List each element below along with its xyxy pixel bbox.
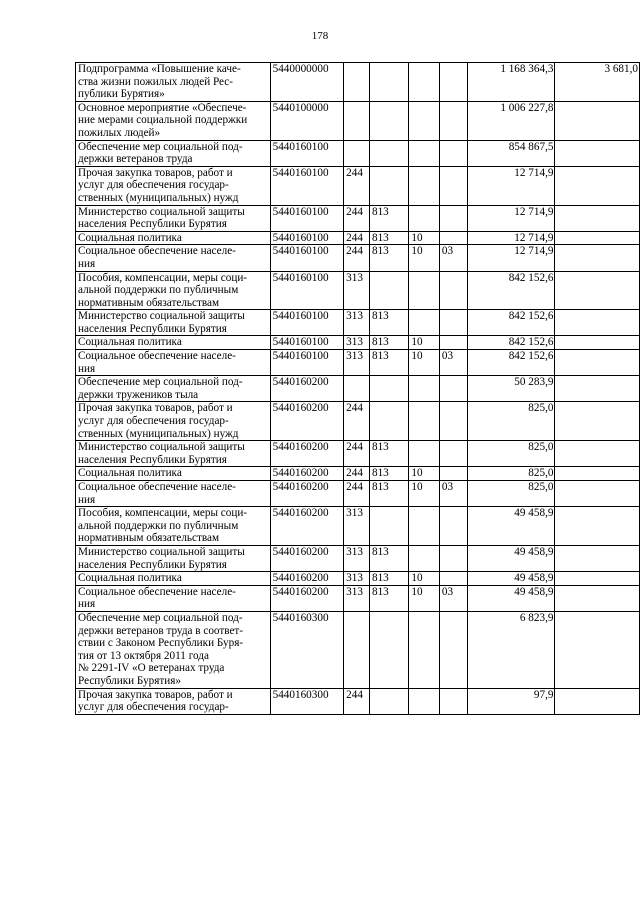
cell-expense-type: 313 [344, 545, 370, 571]
cell-subsection [439, 402, 468, 441]
cell-target-article: 5440160100 [270, 140, 344, 166]
cell-name: Социальное обеспечение населе- ния [76, 245, 271, 271]
cell-name: Основное мероприятие «Обеспече- ние мерами социальной поддержки пожилых людей» [76, 101, 271, 140]
cell-amount-2 [555, 350, 640, 376]
cell-administrator: 813 [369, 336, 408, 350]
cell-name: Социальное обеспечение населе- ния [76, 350, 271, 376]
cell-amount-2 [555, 336, 640, 350]
cell-section [409, 140, 440, 166]
cell-name: Обеспечение мер социальной под- держки ветеранов труда [76, 140, 271, 166]
cell-subsection: 03 [439, 245, 468, 271]
cell-section [409, 402, 440, 441]
cell-amount: 854 867,5 [468, 140, 555, 166]
cell-target-article: 5440160200 [270, 467, 344, 481]
cell-subsection [439, 166, 468, 205]
cell-name: Социальное обеспечение населе- ния [76, 585, 271, 611]
cell-amount-2 [555, 611, 640, 688]
cell-target-article: 5440160200 [270, 481, 344, 507]
cell-target-article: 5440160300 [270, 611, 344, 688]
cell-amount-2 [555, 572, 640, 586]
cell-amount: 842 152,6 [468, 350, 555, 376]
cell-name: Социальная политика [76, 336, 271, 350]
table-row [76, 688, 640, 714]
cell-section [409, 63, 440, 102]
cell-amount-2 [555, 402, 640, 441]
cell-section: 10 [409, 245, 440, 271]
cell-amount: 842 152,6 [468, 336, 555, 350]
cell-target-article: 5440160200 [270, 402, 344, 441]
cell-subsection [439, 507, 468, 546]
cell-section [409, 545, 440, 571]
cell-amount-2 [555, 688, 640, 714]
cell-administrator: 813 [369, 585, 408, 611]
cell-section [409, 376, 440, 402]
cell-amount-2 [555, 545, 640, 571]
cell-subsection [439, 572, 468, 586]
cell-amount: 6 823,9 [468, 611, 555, 688]
cell-amount-2 [555, 166, 640, 205]
cell-expense-type: 313 [344, 585, 370, 611]
cell-name: Министерство социальной защиты населения Республики Бурятия [76, 310, 271, 336]
cell-amount-2 [555, 310, 640, 336]
cell-administrator: 813 [369, 441, 408, 467]
cell-name: Министерство социальной защиты населения Республики Бурятия [76, 545, 271, 571]
cell-administrator: 813 [369, 350, 408, 376]
cell-name: Прочая закупка товаров, работ и услуг для обеспечения государ- [76, 688, 271, 714]
cell-amount: 50 283,9 [468, 376, 555, 402]
cell-amount: 12 714,9 [468, 245, 555, 271]
cell-section [409, 101, 440, 140]
cell-administrator: 813 [369, 310, 408, 336]
cell-expense-type [344, 63, 370, 102]
cell-subsection [439, 688, 468, 714]
cell-name: Социальное обеспечение населе- ния [76, 481, 271, 507]
cell-amount: 842 152,6 [468, 271, 555, 310]
table-row [76, 245, 640, 271]
cell-target-article: 5440160100 [270, 166, 344, 205]
cell-name: Социальная политика [76, 467, 271, 481]
table-row [76, 545, 640, 571]
cell-expense-type: 313 [344, 507, 370, 546]
cell-section: 10 [409, 572, 440, 586]
cell-target-article: 5440160100 [270, 336, 344, 350]
cell-section: 10 [409, 481, 440, 507]
cell-amount-2 [555, 140, 640, 166]
cell-administrator: 813 [369, 205, 408, 231]
cell-name: Пособия, компенсации, меры соци- альной поддержки по публичным нормативным обязательствам [76, 271, 271, 310]
cell-subsection [439, 545, 468, 571]
cell-expense-type: 244 [344, 402, 370, 441]
cell-target-article: 5440160200 [270, 572, 344, 586]
cell-amount: 825,0 [468, 481, 555, 507]
table-row [76, 441, 640, 467]
cell-subsection [439, 101, 468, 140]
cell-amount-2 [555, 507, 640, 546]
cell-expense-type: 244 [344, 441, 370, 467]
table-row [76, 350, 640, 376]
cell-administrator: 813 [369, 572, 408, 586]
cell-name: Обеспечение мер социальной под- держки ветеранов труда в соответ- ствии с Законом Республики Буря- тия от 13 октября 2011 года № 2291-IV «О ветеранах труда Республики Бурятия» [76, 611, 271, 688]
cell-section: 10 [409, 585, 440, 611]
cell-amount: 842 152,6 [468, 310, 555, 336]
cell-amount-2 [555, 205, 640, 231]
cell-name: Министерство социальной защиты населения Республики Бурятия [76, 205, 271, 231]
cell-target-article: 5440160100 [270, 350, 344, 376]
cell-subsection [439, 310, 468, 336]
cell-target-article: 5440160100 [270, 231, 344, 245]
cell-name: Социальная политика [76, 572, 271, 586]
cell-administrator [369, 63, 408, 102]
cell-administrator: 813 [369, 231, 408, 245]
cell-amount: 12 714,9 [468, 205, 555, 231]
cell-amount-2 [555, 585, 640, 611]
cell-subsection [439, 271, 468, 310]
cell-target-article: 5440160300 [270, 688, 344, 714]
cell-expense-type: 244 [344, 245, 370, 271]
cell-name: Министерство социальной защиты населения Республики Бурятия [76, 441, 271, 467]
cell-expense-type [344, 611, 370, 688]
table-row [76, 205, 640, 231]
cell-expense-type: 244 [344, 481, 370, 507]
cell-section: 10 [409, 336, 440, 350]
cell-amount-2 [555, 467, 640, 481]
cell-administrator [369, 507, 408, 546]
cell-target-article: 5440160200 [270, 376, 344, 402]
cell-administrator: 813 [369, 467, 408, 481]
cell-subsection [439, 140, 468, 166]
cell-subsection: 03 [439, 481, 468, 507]
cell-expense-type: 244 [344, 467, 370, 481]
cell-target-article: 5440160200 [270, 507, 344, 546]
cell-subsection [439, 376, 468, 402]
cell-amount: 825,0 [468, 441, 555, 467]
cell-subsection [439, 205, 468, 231]
table-row [76, 481, 640, 507]
cell-expense-type: 244 [344, 231, 370, 245]
cell-name: Прочая закупка товаров, работ и услуг для обеспечения государ- ственных (муниципальных) нужд [76, 402, 271, 441]
cell-name: Подпрограмма «Повышение каче- ства жизни пожилых людей Рес- публики Бурятия» [76, 63, 271, 102]
cell-amount: 1 168 364,3 [468, 63, 555, 102]
cell-section [409, 688, 440, 714]
cell-target-article: 5440160100 [270, 245, 344, 271]
cell-section [409, 166, 440, 205]
cell-name: Социальная политика [76, 231, 271, 245]
cell-amount-2 [555, 481, 640, 507]
budget-table-body [76, 63, 640, 715]
table-row [76, 231, 640, 245]
cell-expense-type [344, 140, 370, 166]
cell-amount-2 [555, 245, 640, 271]
table-row [76, 467, 640, 481]
cell-subsection [439, 467, 468, 481]
cell-amount: 97,9 [468, 688, 555, 714]
cell-target-article: 5440160100 [270, 310, 344, 336]
cell-administrator [369, 402, 408, 441]
table-row [76, 271, 640, 310]
cell-section [409, 271, 440, 310]
cell-target-article: 5440100000 [270, 101, 344, 140]
cell-subsection [439, 231, 468, 245]
cell-amount: 49 458,9 [468, 507, 555, 546]
cell-amount: 825,0 [468, 467, 555, 481]
cell-administrator [369, 376, 408, 402]
cell-name: Прочая закупка товаров, работ и услуг для обеспечения государ- ственных (муниципальных) нужд [76, 166, 271, 205]
cell-administrator: 813 [369, 545, 408, 571]
cell-subsection: 03 [439, 585, 468, 611]
table-row [76, 63, 640, 102]
table-row [76, 402, 640, 441]
cell-section: 10 [409, 231, 440, 245]
cell-administrator [369, 101, 408, 140]
cell-subsection [439, 336, 468, 350]
table-row [76, 507, 640, 546]
cell-administrator [369, 688, 408, 714]
cell-expense-type: 313 [344, 336, 370, 350]
cell-amount: 12 714,9 [468, 231, 555, 245]
cell-target-article: 5440000000 [270, 63, 344, 102]
cell-section [409, 611, 440, 688]
cell-amount: 825,0 [468, 402, 555, 441]
cell-name: Обеспечение мер социальной под- держки тружеников тыла [76, 376, 271, 402]
cell-section [409, 507, 440, 546]
cell-target-article: 5440160100 [270, 205, 344, 231]
cell-amount: 49 458,9 [468, 572, 555, 586]
table-row [76, 376, 640, 402]
cell-administrator [369, 140, 408, 166]
table-row [76, 336, 640, 350]
cell-section [409, 310, 440, 336]
cell-expense-type: 313 [344, 350, 370, 376]
cell-target-article: 5440160100 [270, 271, 344, 310]
cell-subsection [439, 63, 468, 102]
cell-expense-type [344, 101, 370, 140]
cell-amount-2 [555, 231, 640, 245]
table-row [76, 611, 640, 688]
cell-amount-2 [555, 101, 640, 140]
budget-table [75, 62, 640, 715]
table-row [76, 585, 640, 611]
cell-subsection [439, 611, 468, 688]
cell-expense-type [344, 376, 370, 402]
cell-target-article: 5440160200 [270, 545, 344, 571]
cell-section: 10 [409, 467, 440, 481]
cell-administrator [369, 166, 408, 205]
table-row [76, 310, 640, 336]
cell-name: Пособия, компенсации, меры соци- альной поддержки по публичным нормативным обязательствам [76, 507, 271, 546]
cell-section [409, 205, 440, 231]
cell-amount-2 [555, 376, 640, 402]
cell-target-article: 5440160200 [270, 441, 344, 467]
cell-administrator [369, 611, 408, 688]
cell-expense-type: 244 [344, 688, 370, 714]
cell-section: 10 [409, 350, 440, 376]
cell-subsection: 03 [439, 350, 468, 376]
cell-amount: 12 714,9 [468, 166, 555, 205]
table-row [76, 572, 640, 586]
cell-administrator: 813 [369, 245, 408, 271]
cell-amount-2: 3 681,0 [555, 63, 640, 102]
cell-administrator: 813 [369, 481, 408, 507]
cell-expense-type: 313 [344, 572, 370, 586]
cell-section [409, 441, 440, 467]
table-row [76, 140, 640, 166]
table-row [76, 101, 640, 140]
page-number: 178 [311, 30, 329, 42]
cell-amount: 1 006 227,8 [468, 101, 555, 140]
cell-amount-2 [555, 441, 640, 467]
cell-expense-type: 244 [344, 205, 370, 231]
cell-expense-type: 313 [344, 271, 370, 310]
cell-expense-type: 244 [344, 166, 370, 205]
cell-target-article: 5440160200 [270, 585, 344, 611]
cell-subsection [439, 441, 468, 467]
table-row [76, 166, 640, 205]
cell-amount: 49 458,9 [468, 545, 555, 571]
cell-expense-type: 313 [344, 310, 370, 336]
cell-administrator [369, 271, 408, 310]
cell-amount-2 [555, 271, 640, 310]
cell-amount: 49 458,9 [468, 585, 555, 611]
